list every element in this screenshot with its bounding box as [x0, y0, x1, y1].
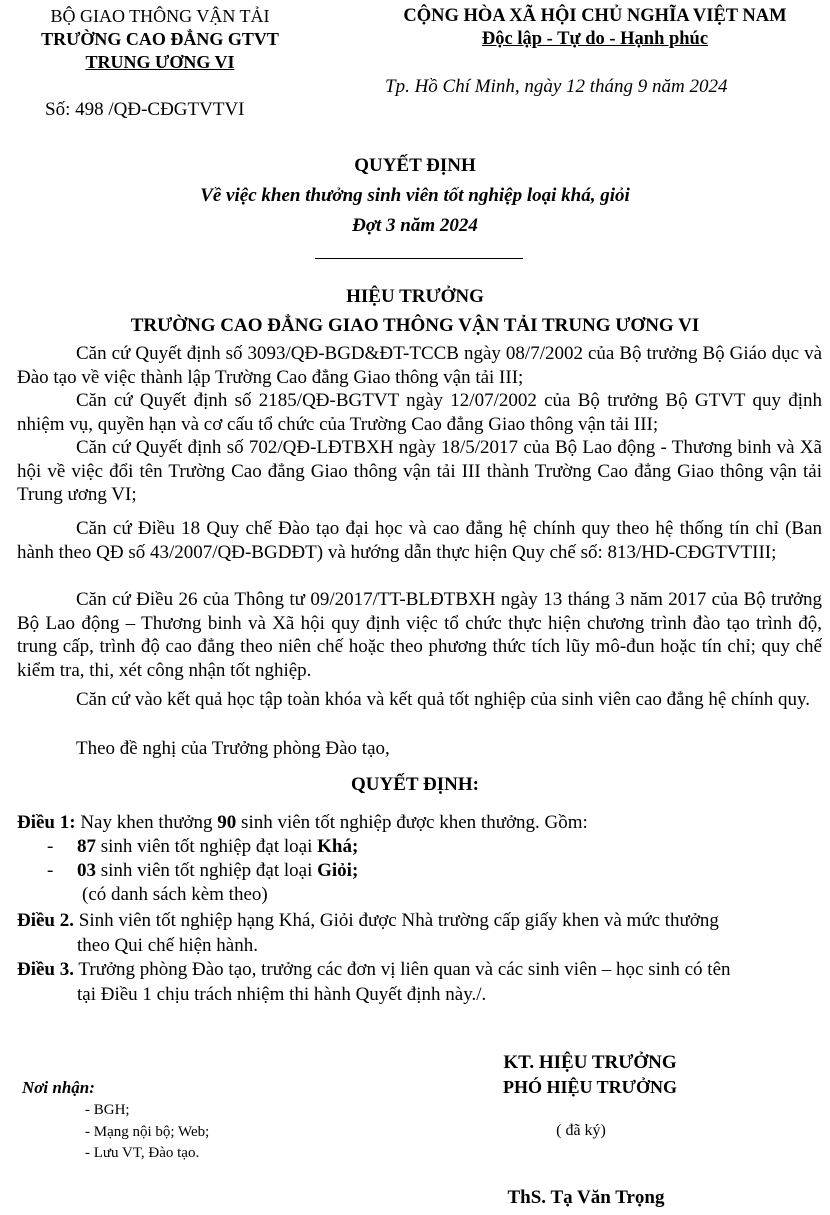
- bullet-dash: -: [47, 860, 54, 881]
- decision-batch: Đợt 3 năm 2024: [352, 215, 478, 236]
- article-3-label: Điều 3.: [17, 959, 74, 980]
- article-1-label: Điều 1:: [17, 812, 76, 833]
- title-divider: [315, 258, 523, 259]
- signature-title-1: KT. HIỆU TRƯỞNG: [503, 1052, 677, 1073]
- article-1-note: (có danh sách kèm theo): [82, 884, 268, 905]
- article-2: [17, 909, 719, 933]
- bullet-grade: Khá;: [317, 836, 359, 857]
- article-1-text-before: Nay khen thưởng: [80, 812, 213, 833]
- preamble-paragraph-4: Căn cứ Điều 18 Quy chế Đào tạo đại học và cao đẳng hệ chính quy theo hệ thống tín chỉ (Ban hành theo QĐ số 43/2007/QĐ-BGDĐT) và hướng dẫn thực hiện Quy chế số: 813/HD-CĐGTVTIII;: [17, 518, 822, 563]
- header-left: [10, 5, 310, 74]
- school-name-line2: [10, 51, 310, 74]
- article-3: [17, 958, 731, 982]
- ministry-name: BỘ GIAO THÔNG VẬN TẢI: [50, 6, 270, 26]
- article-2-line1: Sinh viên tốt nghiệp hạng Khá, Giỏi được Nhà trường cấp giấy khen và mức thưởng: [78, 910, 719, 931]
- preamble-paragraph-7: Theo đề nghị của Trưởng phòng Đào tạo,: [76, 738, 390, 759]
- article-2-line2: theo Qui chế hiện hành.: [77, 935, 258, 956]
- article-1-bullet-1: [47, 835, 358, 859]
- authority-title: HIỆU TRƯỞNG: [346, 286, 484, 307]
- bullet-count: 03: [77, 860, 96, 881]
- authority-school: TRƯỜNG CAO ĐẲNG GIAO THÔNG VẬN TẢI TRUNG ƯƠNG VI: [130, 315, 700, 336]
- article-2-label: Điều 2.: [17, 910, 74, 931]
- place-date: Tp. Hồ Chí Minh, ngày 12 tháng 9 năm 2024: [385, 76, 728, 97]
- article-3-line2: tại Điều 1 chịu trách nhiệm thi hành Quyết định này./.: [77, 984, 487, 1005]
- bullet-dash: -: [47, 836, 54, 857]
- article-3-line1: Trưởng phòng Đào tạo, trưởng các đơn vị liên quan và các sinh viên – học sinh có tên: [78, 959, 731, 980]
- country-name: CỘNG HÒA XÃ HỘI CHỦ NGHĨA VIỆT NAM: [403, 6, 787, 26]
- bullet-text: sinh viên tốt nghiệp đạt loại: [100, 860, 313, 881]
- article-1: [17, 811, 588, 835]
- bullet-count: 87: [77, 836, 96, 857]
- school-name-line1: TRƯỜNG CAO ĐẲNG GTVT: [41, 29, 279, 49]
- preamble-paragraph-1: Căn cứ Quyết định số 3093/QĐ-BGD&ĐT-TCCB ngày 08/7/2002 của Bộ trưởng Bộ Giáo dục và Đào tạo về việc thành lập Trường Cao đẳng Giao thông vận tải III;: [17, 343, 822, 388]
- decision-title: QUYẾT ĐỊNH: [354, 155, 476, 176]
- recipient-item-3: - Lưu VT, Đào tạo.: [85, 1145, 200, 1161]
- signed-note: ( đã ký): [556, 1122, 606, 1139]
- preamble-paragraph-6: Căn cứ vào kết quả học tập toàn khóa và kết quả tốt nghiệp của sinh viên cao đẳng hệ chính quy.: [76, 689, 811, 710]
- recipient-item-1: - BGH;: [85, 1102, 130, 1118]
- motto-text: Độc lập - Tự do - Hạnh phúc: [481, 29, 709, 49]
- school-name-line2-text: TRUNG ƯƠNG VI: [85, 52, 235, 72]
- article-1-bullet-2: [47, 859, 358, 883]
- decision-subject: Về việc khen thưởng sinh viên tốt nghiệp loại khá, giỏi: [200, 185, 630, 206]
- decision-heading: QUYẾT ĐỊNH:: [351, 774, 479, 795]
- bullet-text: sinh viên tốt nghiệp đạt loại: [100, 836, 313, 857]
- document-number: Số: 498 /QĐ-CĐGTVTVI: [45, 99, 245, 120]
- header-right: [370, 5, 820, 51]
- bullet-grade: Giỏi;: [317, 860, 359, 881]
- article-1-count: 90: [217, 812, 237, 833]
- article-1-text-after: sinh viên tốt nghiệp được khen thưởng. Gồm:: [241, 812, 588, 833]
- signer-name: ThS. Tạ Văn Trọng: [507, 1187, 665, 1208]
- motto-line: [370, 28, 820, 51]
- preamble-paragraph-5: Căn cứ Điều 26 của Thông tư 09/2017/TT-BLĐTBXH ngày 13 tháng 3 năm 2017 của Bộ trưởng Bộ Lao động – Thương binh và Xã hội quy định việc tổ chức thực hiện chương trình đào tạo trình độ, trung cấp, trình độ cao đẳng theo niên chế hoặc theo phương thức tích lũy mô-đun hoặc tín chỉ; quy chế kiểm tra, thi, xét công nhận tốt nghiệp.: [17, 589, 822, 681]
- signature-title-2: PHÓ HIỆU TRƯỞNG: [502, 1077, 677, 1097]
- preamble-paragraph-3: Căn cứ Quyết định số 702/QĐ-LĐTBXH ngày 18/5/2017 của Bộ Lao động - Thương binh và Xã hội về việc đổi tên Trường Cao đẳng Giao thông vận tải III thành Trường Cao đẳng Giao thông vận tải Trung ương VI;: [17, 437, 822, 505]
- preamble-paragraph-2: Căn cứ Quyết định số 2185/QĐ-BGTVT ngày 12/07/2002 của Bộ trưởng Bộ GTVT quy định nhiệm vụ, quyền hạn và cơ cấu tổ chức của Trường Cao đẳng Giao thông vận tải III;: [17, 390, 822, 435]
- recipients-label: Nơi nhận:: [22, 1078, 95, 1097]
- recipient-item-2: - Mạng nội bộ; Web;: [85, 1124, 210, 1140]
